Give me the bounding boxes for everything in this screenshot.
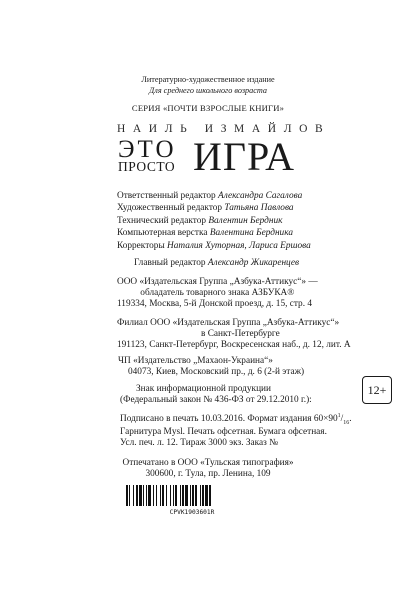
branch-line: в Санкт-Петербурге [201,328,280,339]
barcode-bar [180,485,181,506]
barcode-bar [200,485,201,506]
publisher-address: 119334, Москва, 5-й Донской проезд, д. 15, стр. 4 [117,298,313,309]
credit-line: Компьютерная верстка Валентина Бердника [117,228,293,239]
print-info-line: Подписано в печать 10.03.2016. Формат издания $60\times 90^1/_{16}$. [120,413,352,426]
barcode-bar [146,485,147,506]
branch-info [117,318,351,350]
barcode-bar [166,485,167,506]
title-igra: ИГРА [193,134,296,179]
info-mark-law: (Федеральный закон № 436-ФЗ от 29.12.2010 г.): [120,394,312,405]
barcode-bar [156,485,157,506]
printer-address: 300600, г. Тула, пр. Ленина, 109 [145,468,271,479]
barcode-bar [126,485,128,506]
series-title: СЕРИЯ «ПОЧТИ ВЗРОСЛЫЕ КНИГИ» [131,103,285,113]
title-prosto: ПРОСТО [118,159,176,174]
barcode-bar [136,485,138,506]
barcode-bar [160,485,161,506]
barcode-bar [192,485,194,506]
printer-line: Отпечатано в ООО «Тульская типография» [122,458,294,468]
credits-block [117,190,311,252]
barcode-bar [170,485,171,506]
print-info-line: Гарнитура Mysl. Печать офсетная. Бумага офсетная. [120,426,327,437]
barcode-bar [195,485,197,506]
book-author: НАИЛЬ ИЗМАЙЛОВ [117,123,331,135]
barcode-bar [129,485,130,506]
info-mark-line: Знак информационной продукции [136,384,271,394]
barcode-bar [143,485,144,506]
ukraine-line: ЧП «Издательство „Махаон-Украина“» [118,356,273,366]
barcode-bar [190,485,191,506]
print-info [120,413,352,448]
branch-line: Филиал ООО «Издательская Группа „Азбука-Аттикус“» [117,318,340,328]
barcode-bar [182,485,184,506]
barcode-bar [173,485,174,506]
title-eto: ЭТО [118,136,177,163]
publisher-info [117,277,318,309]
barcode-bar [148,485,151,506]
publisher-line: ООО «Издательская Группа „Азбука-Аттикус“» — [117,277,318,287]
barcode [124,485,260,515]
barcode-bar [175,485,177,506]
barcode-bar [209,485,211,506]
ukraine-info [118,356,304,378]
barcode-bar [202,485,204,506]
credit-line: Ответственный редактор Александра Сагалова [117,191,303,201]
publisher-line: обладатель товарного знака АЗБУКА® [140,287,295,298]
credit-line: Технический редактор Валентин Бердник [117,215,283,226]
info-mark [120,384,312,406]
barcode-bar [153,485,154,506]
age-rating-badge: 12+ [362,376,392,404]
print-info-line: Усл. печ. л. 12. Тираж 3000 экз. Заказ № [120,437,279,448]
barcode-bar [162,485,164,506]
barcode-bar [185,485,188,506]
branch-address: 191123, Санкт-Петербург, Воскресенская наб., д. 12, лит. А [117,339,351,350]
ukraine-address: 04073, Киев, Московский пр., д. 6 (2-й этаж) [128,366,305,377]
barcode-bar [133,485,134,506]
barcode-bar [205,485,208,506]
edition-type: Литературно-художественное издание [141,75,275,84]
credit-line: Корректоры Наталия Хуторная, Лариса Ершова [117,240,311,251]
barcode-bar [139,485,142,506]
audience: Для среднего школьного возраста [149,86,267,95]
chief-editor: Главный редактор Александр Жикаренцев [134,258,300,268]
barcode-label: CPVK1903601R [169,509,215,515]
credit-line: Художественный редактор Татьяна Павлова [117,203,294,214]
printer-info [0,458,416,480]
